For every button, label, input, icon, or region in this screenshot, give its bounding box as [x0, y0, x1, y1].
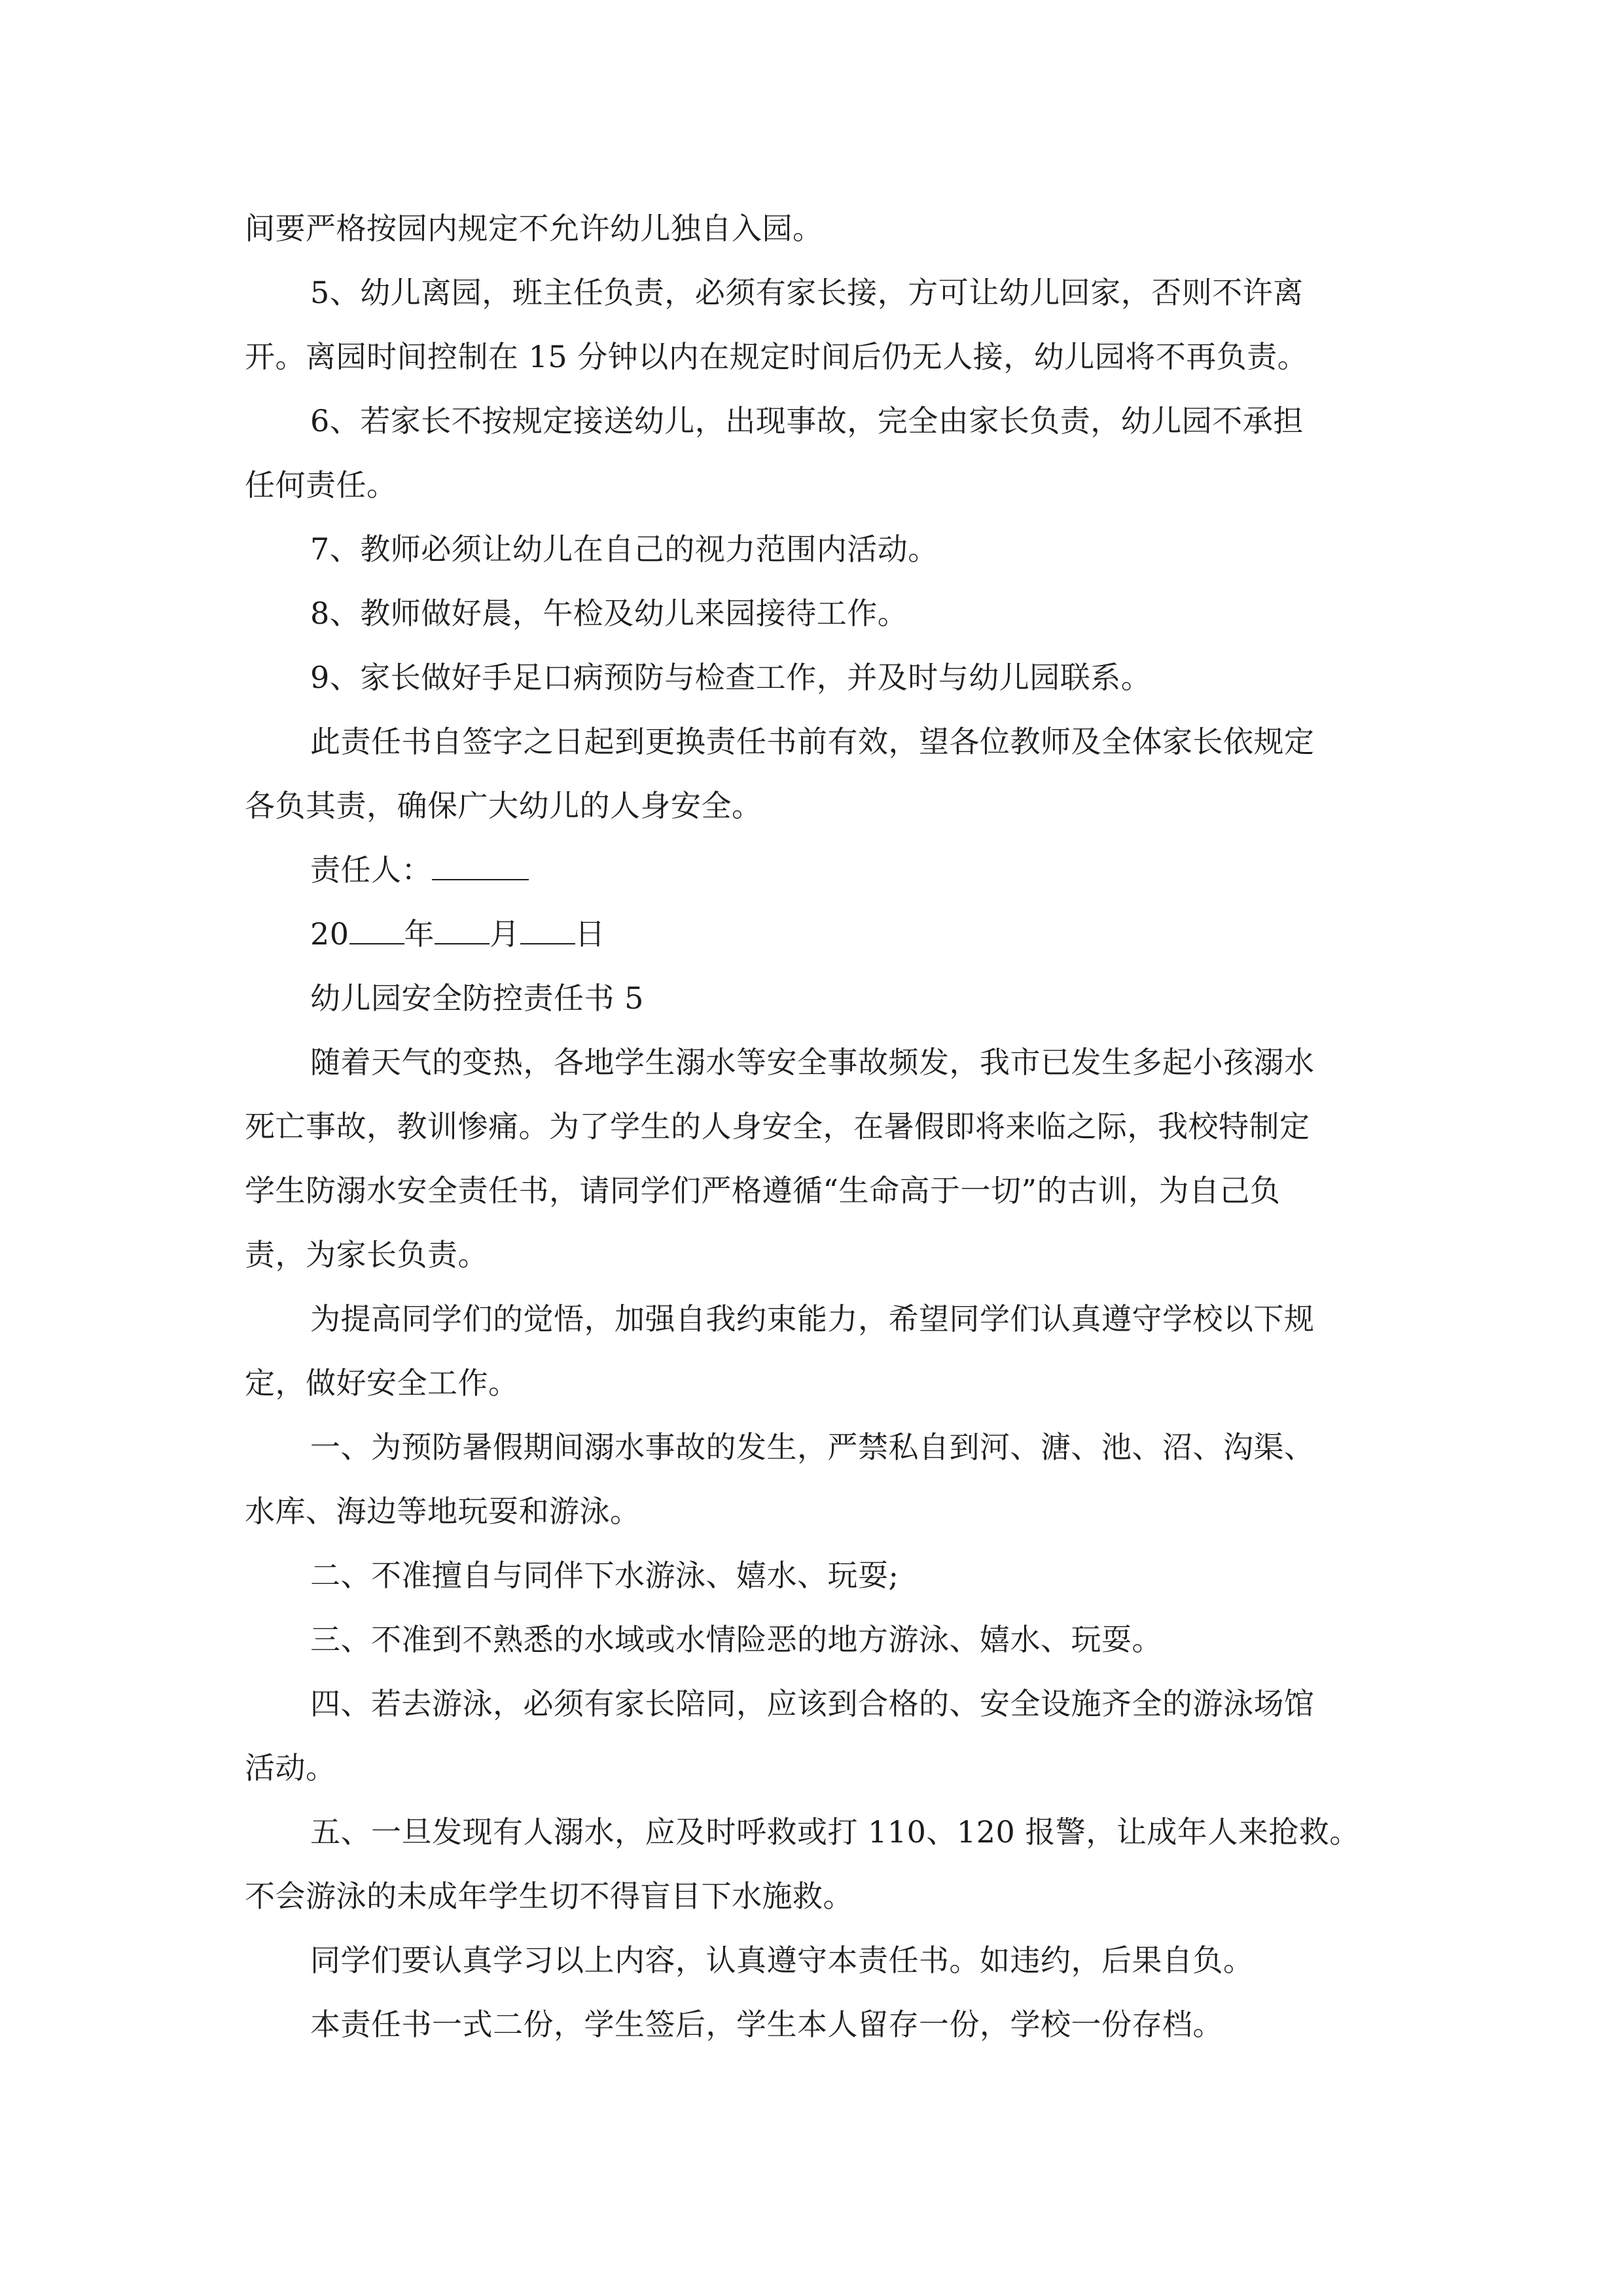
paragraph-line: 死亡事故，教训惨痛。为了学生的人身安全，在暑假即将来临之际，我校特制定: [245, 1109, 1310, 1144]
paragraph-line: 三、不准到不熟悉的水域或水情险恶的地方游泳、嬉水、玩耍。: [310, 1622, 1162, 1657]
paragraph-line: 任何责任。: [245, 467, 397, 503]
document-body: [245, 196, 1403, 2056]
paragraph-line: 活动。: [245, 1750, 336, 1785]
paragraph-line: 7、教师必须让幼儿在自己的视力范围内活动。: [310, 531, 938, 567]
signature-blank: [432, 845, 529, 880]
paragraph-line: 各负其责，确保广大幼儿的人身安全。: [245, 788, 762, 823]
paragraph-line: 为提高同学们的觉悟，加强自我约束能力，希望同学们认真遵守学校以下规: [310, 1301, 1315, 1336]
paragraph-line: 开。离园时间控制在 15 分钟以内在规定时间后仍无人接，幼儿园将不再负责。: [245, 339, 1308, 374]
section-title: 幼儿园安全防控责任书 5: [310, 980, 644, 1016]
paragraph-line: 不会游泳的未成年学生切不得盲目下水施救。: [245, 1878, 853, 1914]
paragraph-line: 学生防溺水安全责任书，请同学们严格遵循“生命高于一切”的古训，为自己负: [245, 1173, 1281, 1208]
signature-label: 责任人：: [310, 852, 432, 888]
month-blank: [435, 909, 490, 944]
month-label: 月: [490, 916, 520, 952]
paragraph-line: 5、幼儿离园，班主任负责，必须有家长接，方可让幼儿回家，否则不许离: [310, 275, 1304, 310]
date-prefix: 20: [310, 916, 349, 952]
paragraph-line: 9、家长做好手足口病预防与检查工作，并及时与幼儿园联系。: [310, 660, 1152, 695]
paragraph-line: 一、为预防暑假期间溺水事故的发生，严禁私自到河、溏、池、沼、沟渠、: [310, 1429, 1315, 1465]
date-line: [245, 902, 1403, 966]
year-label: 年: [404, 916, 435, 952]
day-label: 日: [575, 916, 606, 952]
paragraph-line: 随着天气的变热，各地学生溺水等安全事故频发，我市已发生多起小孩溺水: [310, 1045, 1315, 1080]
paragraph-line: 6、若家长不按规定接送幼儿，出现事故，完全由家长负责，幼儿园不承担: [310, 403, 1304, 439]
day-blank: [520, 909, 575, 944]
paragraph-line: 定，做好安全工作。: [245, 1365, 519, 1401]
signature-line: [245, 838, 1403, 902]
paragraph-line: 二、不准擅自与同伴下水游泳、嬉水、玩耍;: [310, 1558, 899, 1593]
paragraph-line: 8、教师做好晨，午检及幼儿来园接待工作。: [310, 596, 908, 631]
paragraph-line: 水库、海边等地玩耍和游泳。: [245, 1494, 641, 1529]
paragraph-line: 本责任书一式二份，学生签后，学生本人留存一份，学校一份存档。: [310, 2007, 1223, 2042]
paragraph-line: 此责任书自签字之日起到更换责任书前有效，望各位教师及全体家长依规定: [310, 724, 1315, 759]
paragraph-line: 间要严格按园内规定不允许幼儿独自入园。: [245, 211, 823, 246]
paragraph-line: 四、若去游泳，必须有家长陪同，应该到合格的、安全设施齐全的游泳场馆: [310, 1686, 1315, 1721]
paragraph-line: 五、一旦发现有人溺水，应及时呼救或打 110、120 报警，让成年人来抢救。: [310, 1814, 1360, 1850]
paragraph-line: 责，为家长负责。: [245, 1237, 488, 1272]
year-blank: [349, 909, 404, 944]
paragraph-line: 同学们要认真学习以上内容，认真遵守本责任书。如违约，后果自负。: [310, 1943, 1254, 1978]
